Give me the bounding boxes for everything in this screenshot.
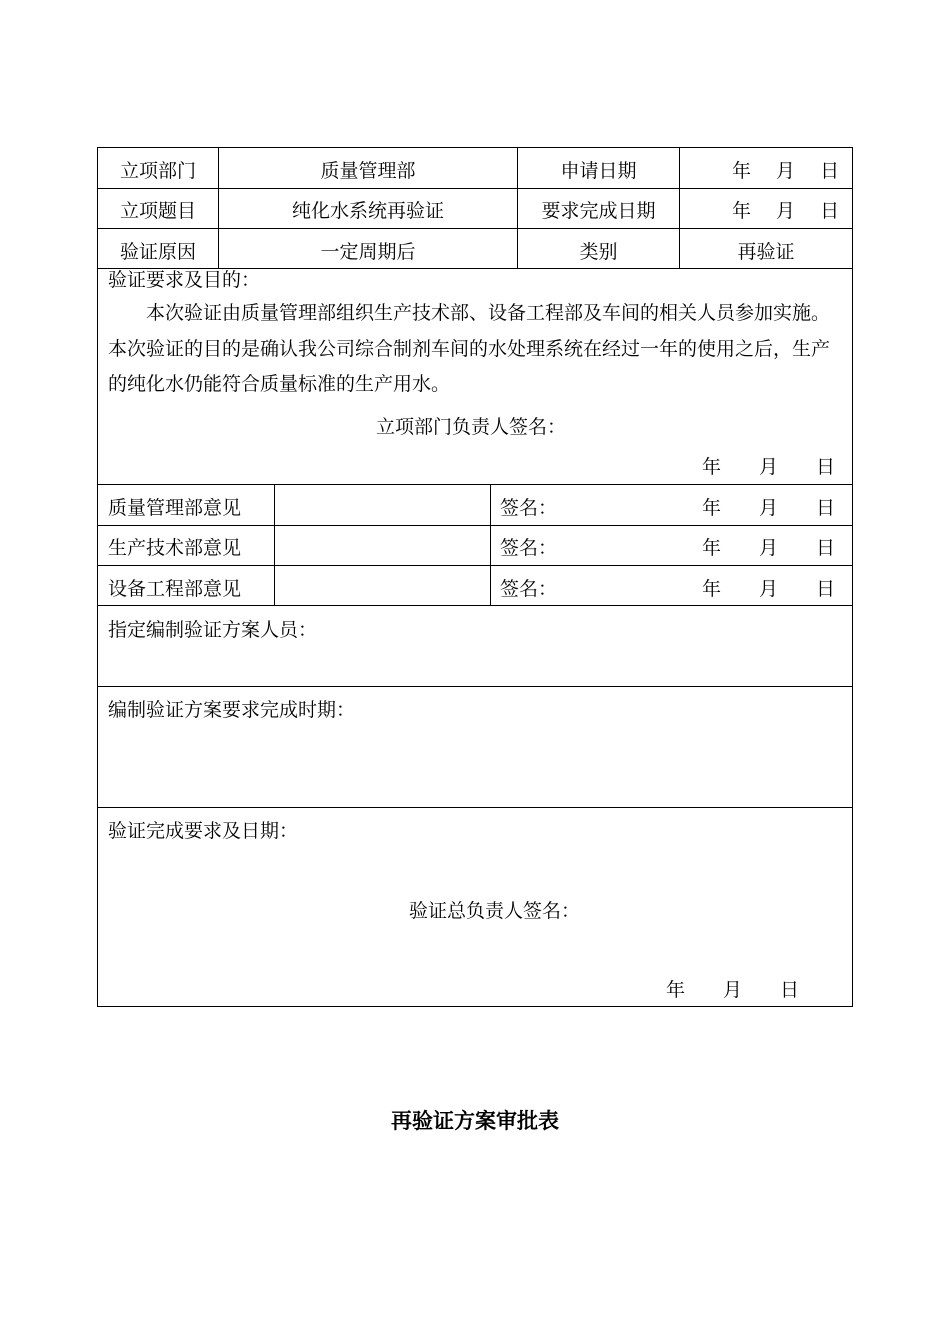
row-divider: [97, 807, 853, 808]
chief-signature-label: 验证总负责人签名：: [409, 900, 581, 922]
reason-label: 验证原因: [119, 241, 196, 263]
apply-date-value: 年 月 日: [732, 160, 840, 182]
equipment-sign-label: 签名：: [500, 578, 558, 600]
row-divider: [97, 686, 853, 687]
quality-opinion-label: 质量管理部意见: [108, 497, 242, 519]
row-divider: [97, 228, 853, 229]
category-value: 再验证: [737, 241, 795, 263]
dept-value: 质量管理部: [320, 160, 416, 182]
page-title: 再验证方案审批表: [391, 1108, 559, 1133]
plan-deadline-label: 编制验证方案要求完成时期：: [108, 699, 356, 721]
quality-opinion-date: 年 月 日: [702, 497, 836, 519]
completion-date: 年 月 日: [666, 979, 800, 1001]
equipment-opinion-date: 年 月 日: [702, 578, 836, 600]
production-opinion-label: 生产技术部意见: [108, 537, 242, 559]
row-divider: [97, 605, 853, 606]
apply-date-label: 申请日期: [560, 160, 637, 182]
completion-label: 验证完成要求及日期：: [108, 820, 299, 842]
row-divider: [97, 484, 853, 485]
assign-personnel-label: 指定编制验证方案人员：: [108, 619, 318, 641]
reason-value: 一定周期后: [320, 241, 416, 263]
due-date-label: 要求完成日期: [541, 200, 656, 222]
production-sign-label: 签名：: [500, 537, 558, 559]
row-divider: [97, 525, 853, 526]
due-date-value: 年 月 日: [732, 200, 840, 222]
production-opinion-date: 年 月 日: [702, 537, 836, 559]
requirements-heading: 验证要求及目的：: [108, 269, 261, 291]
col-divider: [490, 484, 491, 605]
topic-label: 立项题目: [119, 200, 196, 222]
quality-sign-label: 签名：: [500, 497, 558, 519]
equipment-opinion-label: 设备工程部意见: [108, 578, 242, 600]
requirements-date: 年 月 日: [702, 456, 836, 478]
col-divider: [274, 484, 275, 605]
row-divider: [97, 188, 853, 189]
topic-value: 纯化水系统再验证: [291, 200, 444, 222]
requirements-body: 本次验证由质量管理部组织生产技术部、设备工程部及车间的相关人员参加实施。本次验证的目的是确认我公司综合制剂车间的水处理系统在经过一年的使用之后，生产的纯化水仍能符合质量标准的生产用水。: [108, 302, 831, 395]
dept-label: 立项部门: [119, 160, 196, 182]
dept-head-signature-label: 立项部门负责人签名：: [376, 416, 567, 438]
row-divider: [97, 565, 853, 566]
category-label: 类别: [579, 241, 618, 263]
